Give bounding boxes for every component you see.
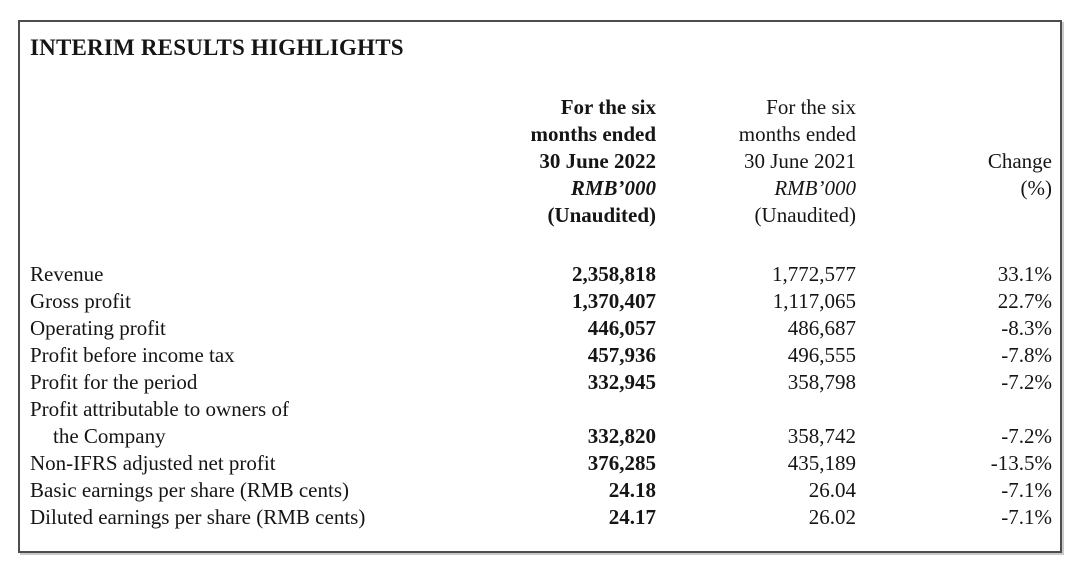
cell-change: -7.8%: [1001, 343, 1052, 367]
cell-change: -13.5%: [990, 451, 1052, 475]
cell-current: [430, 396, 656, 423]
header-change-label: Change: [987, 149, 1052, 173]
header-current-date: 30 June 2022: [539, 149, 656, 173]
row-label: Profit before income tax: [30, 343, 235, 367]
cell-change: 33.1%: [997, 262, 1052, 286]
table-row-basic-eps: [30, 477, 1052, 504]
row-label: the Company: [53, 424, 166, 448]
row-label: Diluted earnings per share (RMB cents): [30, 505, 366, 529]
table-row-non-ifrs-adjusted-net-profit: [30, 450, 1052, 477]
cell-current: 332,945: [587, 370, 656, 394]
cell-prior: 496,555: [787, 343, 856, 367]
row-label: Basic earnings per share (RMB cents): [30, 478, 349, 502]
header-change-unit: (%): [1020, 176, 1052, 200]
table-row-gross-profit: [30, 288, 1052, 315]
table-row-diluted-eps: [30, 504, 1052, 531]
cell-prior: 435,189: [787, 451, 856, 475]
cell-prior: 486,687: [787, 316, 856, 340]
table-row-revenue: [30, 229, 1052, 288]
table-row-profit-attributable-line2: [30, 423, 1052, 450]
header-label-spacer: [30, 175, 430, 202]
cell-prior: 26.04: [808, 478, 856, 502]
header-current-unit: RMB’000: [570, 176, 656, 200]
row-label: Gross profit: [30, 289, 131, 313]
cell-current: 2,358,818: [572, 262, 656, 286]
table-row-profit-attributable-line1: [30, 396, 1052, 423]
interim-results-panel: [18, 20, 1062, 553]
results-table: [30, 94, 1052, 531]
header-line-5: [30, 202, 1052, 229]
header-line-4: [30, 175, 1052, 202]
cell-change: -7.2%: [1001, 424, 1052, 448]
cell-current: 24.17: [608, 505, 656, 529]
cell-prior: 1,117,065: [772, 289, 856, 313]
header-prior-unit: RMB’000: [774, 176, 856, 200]
cell-current: 457,936: [587, 343, 656, 367]
header-label-spacer: [30, 148, 430, 175]
table-row-profit-before-tax: [30, 342, 1052, 369]
table-row-profit-for-period: [30, 369, 1052, 396]
cell-prior: 1,772,577: [772, 262, 856, 286]
row-label: Operating profit: [30, 316, 166, 340]
cell-change: [856, 396, 1052, 423]
header-current-status: (Unaudited): [547, 203, 656, 227]
header-prior-status: (Unaudited): [754, 203, 856, 227]
row-label: Profit attributable to owners of: [30, 397, 289, 421]
table-body: [30, 229, 1052, 531]
row-label: Profit for the period: [30, 370, 198, 394]
header-line-2: [30, 121, 1052, 148]
header-current-line1: For the six: [560, 95, 656, 119]
cell-change: -7.2%: [1001, 370, 1052, 394]
cell-current: 24.18: [608, 478, 656, 502]
cell-prior: 26.02: [808, 505, 856, 529]
header-current-line2: months ended: [530, 122, 656, 146]
header-change-spacer: [856, 94, 1052, 121]
panel-title: INTERIM RESULTS HIGHLIGHTS: [30, 35, 404, 60]
cell-current: 446,057: [587, 316, 656, 340]
cell-prior: 358,742: [787, 424, 856, 448]
cell-change: 22.7%: [997, 289, 1052, 313]
cell-change: -7.1%: [1001, 505, 1052, 529]
header-line-3: [30, 148, 1052, 175]
header-prior-date: 30 June 2021: [744, 149, 856, 173]
header-prior-line1: For the six: [766, 95, 856, 119]
header-change-spacer: [856, 202, 1052, 229]
header-prior-line2: months ended: [738, 122, 856, 146]
header-change-spacer: [856, 121, 1052, 148]
header-label-spacer: [30, 121, 430, 148]
header-label-spacer: [30, 94, 430, 121]
cell-current: 1,370,407: [572, 289, 656, 313]
cell-current: 376,285: [587, 451, 656, 475]
cell-current: 332,820: [587, 424, 656, 448]
cell-prior: 358,798: [787, 370, 856, 394]
table-row-operating-profit: [30, 315, 1052, 342]
table-header: [30, 94, 1052, 229]
cell-change: -7.1%: [1001, 478, 1052, 502]
cell-prior: [656, 396, 856, 423]
row-label: Non-IFRS adjusted net profit: [30, 451, 276, 475]
cell-change: -8.3%: [1001, 316, 1052, 340]
row-label: Revenue: [30, 262, 104, 286]
header-line-1: [30, 94, 1052, 121]
header-label-spacer: [30, 202, 430, 229]
